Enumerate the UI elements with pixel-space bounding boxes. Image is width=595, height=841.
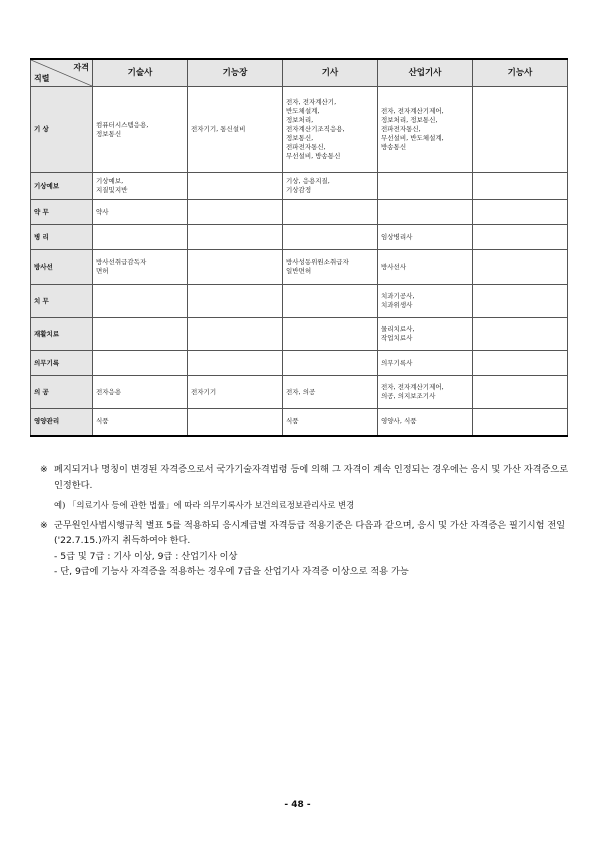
table-cell bbox=[188, 173, 283, 200]
table-cell bbox=[473, 409, 568, 436]
cell-text-line: 전자, 전자계산기제어, bbox=[381, 107, 444, 115]
table-cell bbox=[378, 173, 473, 200]
cell-text-line: 정보통신, bbox=[286, 134, 314, 142]
table-cell bbox=[93, 200, 188, 225]
cell-text-line: 영양사, 식품 bbox=[381, 417, 417, 426]
cell-text-line: 약사 bbox=[96, 207, 109, 216]
cell-text-line: 식품 bbox=[96, 417, 109, 426]
cell-text-line: 치과위생사 bbox=[381, 301, 413, 309]
cell-text-line: 무선설비, 방송통신 bbox=[286, 152, 341, 160]
note-mark: ※ bbox=[40, 519, 48, 531]
table-cell bbox=[93, 87, 188, 173]
row-header: 병 리 bbox=[31, 225, 93, 250]
cell-text-line: 기상예보, bbox=[96, 177, 124, 185]
table-row bbox=[31, 87, 568, 173]
table-cell bbox=[283, 87, 378, 173]
table-cell bbox=[283, 376, 378, 409]
table-cell bbox=[283, 351, 378, 376]
cell-text-line: 치과기공사, bbox=[381, 292, 415, 300]
table-cell bbox=[93, 376, 188, 409]
table-cell bbox=[473, 351, 568, 376]
cell-text-line: 지질및지반 bbox=[96, 186, 128, 194]
table-cell bbox=[283, 250, 378, 285]
column-header-master-craftsman: 기능장 bbox=[188, 59, 283, 87]
table-cell bbox=[473, 250, 568, 285]
row-header: 약 무 bbox=[31, 200, 93, 225]
corner-label-qualification: 자격 bbox=[73, 63, 89, 72]
cell-text-line: 반도체설계, bbox=[286, 107, 320, 115]
row-header: 의 공 bbox=[31, 376, 93, 409]
table-header-row bbox=[31, 59, 568, 87]
table-cell bbox=[473, 285, 568, 318]
qualification-table-wrapper bbox=[30, 58, 567, 437]
cell-text-line: 의무기록사 bbox=[381, 358, 413, 367]
row-header: 재활치료 bbox=[31, 318, 93, 351]
table-cell bbox=[378, 318, 473, 351]
cell-text-line: 전자기기, 통신설비 bbox=[191, 125, 246, 133]
cell-text-line: 기상, 응용지질, bbox=[286, 177, 330, 185]
column-header-craftsman: 기능사 bbox=[473, 59, 568, 87]
table-cell bbox=[93, 285, 188, 318]
table-cell bbox=[473, 173, 568, 200]
cell-text-line: 임상병리사 bbox=[381, 232, 413, 241]
table-cell bbox=[378, 87, 473, 173]
table-cell bbox=[378, 250, 473, 285]
table-body bbox=[31, 87, 568, 436]
table-cell bbox=[93, 409, 188, 436]
table-cell bbox=[188, 250, 283, 285]
row-header: 치 무 bbox=[31, 285, 93, 318]
cell-text-line: 의공, 의지보조기사 bbox=[381, 392, 436, 400]
table-row bbox=[31, 200, 568, 225]
note-abolished-certificates bbox=[40, 462, 570, 493]
table-row bbox=[31, 173, 568, 200]
table-cell bbox=[283, 225, 378, 250]
note-mark: ※ bbox=[40, 464, 48, 475]
cell-text-line: 방사선취급감독자 bbox=[96, 258, 147, 266]
note-example: 예) 「의료기사 등에 관한 법률」에 따라 의무기록사가 보건의료정보관리사로 변경 bbox=[54, 500, 355, 510]
cell-text-line: 전자기기 bbox=[191, 387, 217, 396]
table-cell bbox=[283, 285, 378, 318]
table-cell bbox=[473, 225, 568, 250]
table-cell bbox=[283, 173, 378, 200]
note-text: 군무원인사법시행규칙 별표 5를 적용하되 응시계급별 자격등급 적용기준은 다음과 같으며, 응시 및 가산 자격증은 필기시험 전일('22.7.15.)까지 취득하여야 한다. bbox=[54, 519, 566, 546]
table-cell bbox=[188, 285, 283, 318]
table-cell bbox=[283, 200, 378, 225]
notes-section bbox=[40, 462, 570, 580]
note-text: 폐지되거나 명칭이 변경된 자격증으로서 국가기술자격법령 등에 의해 그 자격이 계속 인정되는 경우에는 응시 및 가산 자격증으로 인정한다. bbox=[54, 464, 569, 491]
row-header: 방사선 bbox=[31, 250, 93, 285]
table-cell bbox=[378, 409, 473, 436]
table-cell bbox=[473, 87, 568, 173]
cell-text-line: 전자응용 bbox=[96, 387, 122, 396]
cell-text-line: 방사선사 bbox=[381, 262, 407, 271]
table-cell bbox=[378, 376, 473, 409]
row-header: 의무기록 bbox=[31, 351, 93, 376]
cell-text-line: 정보처리, 정보통신, bbox=[381, 116, 438, 124]
cell-text-line: 전자, 전자계산기, bbox=[286, 98, 337, 106]
table-cell bbox=[188, 409, 283, 436]
row-header: 영양관리 bbox=[31, 409, 93, 436]
cell-text-line: 면허 bbox=[96, 267, 109, 275]
criteria-bullet-exception: - 단, 9급에 기능사 자격증을 적용하는 경우에 7급을 산업기사 자격증 이상으로 적용 가능 bbox=[54, 566, 409, 577]
table-cell bbox=[378, 225, 473, 250]
table-cell bbox=[473, 200, 568, 225]
column-header-industrial-engineer: 산업기사 bbox=[378, 59, 473, 87]
table-cell bbox=[378, 285, 473, 318]
row-header: 기 상 bbox=[31, 87, 93, 173]
cell-text-line: 물리치료사, bbox=[381, 325, 415, 333]
note-application-criteria bbox=[40, 518, 570, 549]
cell-text-line: 전자, 전자계산기제어, bbox=[381, 383, 444, 391]
cell-text-line: 방송통신 bbox=[381, 143, 407, 151]
table-row bbox=[31, 351, 568, 376]
table-corner-cell bbox=[31, 59, 93, 87]
table-cell bbox=[283, 409, 378, 436]
cell-text-line: 무선설비, 반도체설계, bbox=[381, 134, 444, 142]
table-cell bbox=[473, 376, 568, 409]
cell-text-line: 정보처리, bbox=[286, 116, 314, 124]
column-header-engineer: 기사 bbox=[283, 59, 378, 87]
table-row bbox=[31, 250, 568, 285]
cell-text-line: 기상감정 bbox=[286, 186, 312, 194]
row-header: 기상예보 bbox=[31, 173, 93, 200]
cell-text-line: 방사성동위원소취급자 bbox=[286, 258, 349, 266]
criteria-bullet-grade: - 5급 및 7급 : 기사 이상, 9급 : 산업기사 이상 bbox=[54, 550, 238, 562]
cell-text-line: 컴퓨터시스템응용, bbox=[96, 120, 149, 129]
table-cell bbox=[188, 351, 283, 376]
table-row bbox=[31, 225, 568, 250]
table-row bbox=[31, 376, 568, 409]
cell-text-line: 전자계산기조직응용, bbox=[286, 125, 345, 133]
table-cell bbox=[93, 225, 188, 250]
table-row bbox=[31, 285, 568, 318]
table-cell bbox=[473, 318, 568, 351]
qualification-table bbox=[30, 58, 568, 437]
cell-text-line: 전자, 의공 bbox=[286, 387, 316, 396]
cell-text-line: 전파전자통신, bbox=[286, 143, 326, 151]
cell-text-line: 식품 bbox=[286, 417, 299, 426]
table-row bbox=[31, 409, 568, 436]
table-cell bbox=[188, 200, 283, 225]
cell-text-line: 일반면허 bbox=[286, 267, 312, 275]
table-row bbox=[31, 318, 568, 351]
table-cell bbox=[378, 200, 473, 225]
table-cell bbox=[188, 376, 283, 409]
table-cell bbox=[93, 318, 188, 351]
table-cell bbox=[188, 318, 283, 351]
column-header-professional-engineer: 기술사 bbox=[93, 59, 188, 87]
cell-text-line: 작업치료사 bbox=[381, 334, 413, 342]
table-cell bbox=[93, 250, 188, 285]
cell-text-line: 전파전자통신, bbox=[381, 125, 421, 133]
cell-text-line: 정보통신 bbox=[96, 129, 122, 138]
corner-label-series: 직렬 bbox=[34, 74, 50, 83]
page-number: - 48 - bbox=[284, 800, 311, 810]
table-cell bbox=[93, 173, 188, 200]
table-cell bbox=[283, 318, 378, 351]
table-cell bbox=[188, 225, 283, 250]
table-cell bbox=[93, 351, 188, 376]
table-cell bbox=[378, 351, 473, 376]
table-cell bbox=[188, 87, 283, 173]
